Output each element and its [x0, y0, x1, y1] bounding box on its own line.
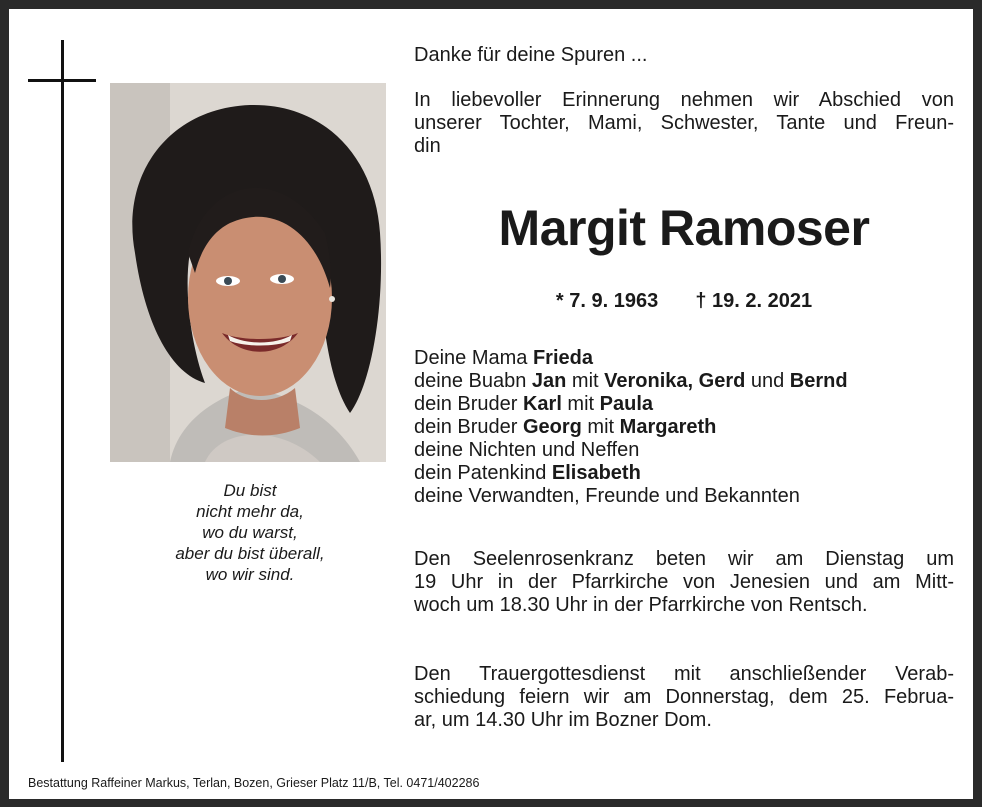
thanks-line: Danke für deine Spuren ...: [414, 44, 648, 66]
poem-line: wo du warst,: [202, 523, 298, 542]
intro-text: [414, 44, 954, 158]
poem-line: Du bist: [223, 481, 277, 500]
family-relation-text: und: [745, 370, 790, 392]
family-member-name: Veronika, Gerd: [604, 370, 746, 392]
family-line: [414, 462, 954, 485]
family-member-name: Georg: [522, 416, 582, 438]
family-relation-text: dein Bruder: [414, 416, 523, 438]
family-line: [414, 439, 954, 462]
family-member-name: Paula: [599, 393, 654, 415]
cross-icon-vertical-bar: [61, 40, 64, 762]
family-list: [414, 347, 954, 508]
remembrance-line: unserer Tochter, Mami, Schwester, Tante und Freun-: [414, 112, 954, 134]
death-date: † 19. 2. 2021: [695, 290, 813, 312]
family-relation-text: deine Verwandten, Freunde und Bekannten: [414, 485, 800, 507]
family-member-name: Margareth: [619, 416, 717, 438]
family-member-name: Karl: [522, 393, 562, 415]
family-line: [414, 370, 954, 393]
poem-line: aber du bist überall,: [175, 544, 325, 563]
family-relation-text: deine Nichten und Neffen: [414, 439, 640, 461]
family-relation-text: mit: [561, 393, 600, 415]
poem: [140, 480, 360, 585]
birth-date: * 7. 9. 1963: [555, 290, 659, 312]
family-member-name: Elisabeth: [551, 462, 641, 484]
rosary-line: woch um 18.30 Uhr in der Pfarrkirche von Rentsch.: [414, 594, 868, 616]
funeral-paragraph: [414, 663, 954, 732]
rosary-line: Den Seelenrosenkranz beten wir am Dienstag um: [414, 548, 954, 570]
rosary-paragraph: [414, 548, 954, 617]
cross-icon-horizontal-bar: [28, 79, 96, 82]
family-relation-text: dein Patenkind: [414, 462, 552, 484]
funeral-home-footer: Bestattung Raffeiner Markus, Terlan, Bozen, Grieser Platz 11/B, Tel. 0471/402286: [28, 776, 480, 790]
family-relation-text: dein Bruder: [414, 393, 523, 415]
family-relation-text: mit: [566, 370, 605, 392]
life-dates: [414, 289, 954, 313]
family-line: [414, 485, 954, 508]
funeral-line: Den Trauergottesdienst mit anschließender Verab-: [414, 663, 954, 685]
remembrance-line: In liebevoller Erinnerung nehmen wir Abschied von: [414, 89, 954, 111]
remembrance-line: din: [414, 135, 441, 157]
family-line: [414, 347, 954, 370]
deceased-name: Margit Ramoser: [498, 200, 870, 256]
family-member-name: Bernd: [789, 370, 848, 392]
portrait-photo: [110, 83, 386, 462]
poem-line: nicht mehr da,: [196, 502, 304, 521]
family-relation-text: deine Buabn: [414, 370, 532, 392]
poem-line: wo wir sind.: [205, 565, 295, 584]
funeral-line: ar, um 14.30 Uhr im Bozner Dom.: [414, 709, 712, 731]
family-line: [414, 416, 954, 439]
funeral-line: schiedung feiern wir am Donnerstag, dem 25. Februa-: [414, 686, 954, 708]
family-relation-text: mit: [581, 416, 620, 438]
rosary-line: 19 Uhr in der Pfarrkirche von Jenesien und am Mitt-: [414, 571, 954, 593]
family-member-name: Jan: [531, 370, 567, 392]
family-line: [414, 393, 954, 416]
family-relation-text: Deine Mama: [414, 347, 533, 369]
family-member-name: Frieda: [532, 347, 593, 369]
